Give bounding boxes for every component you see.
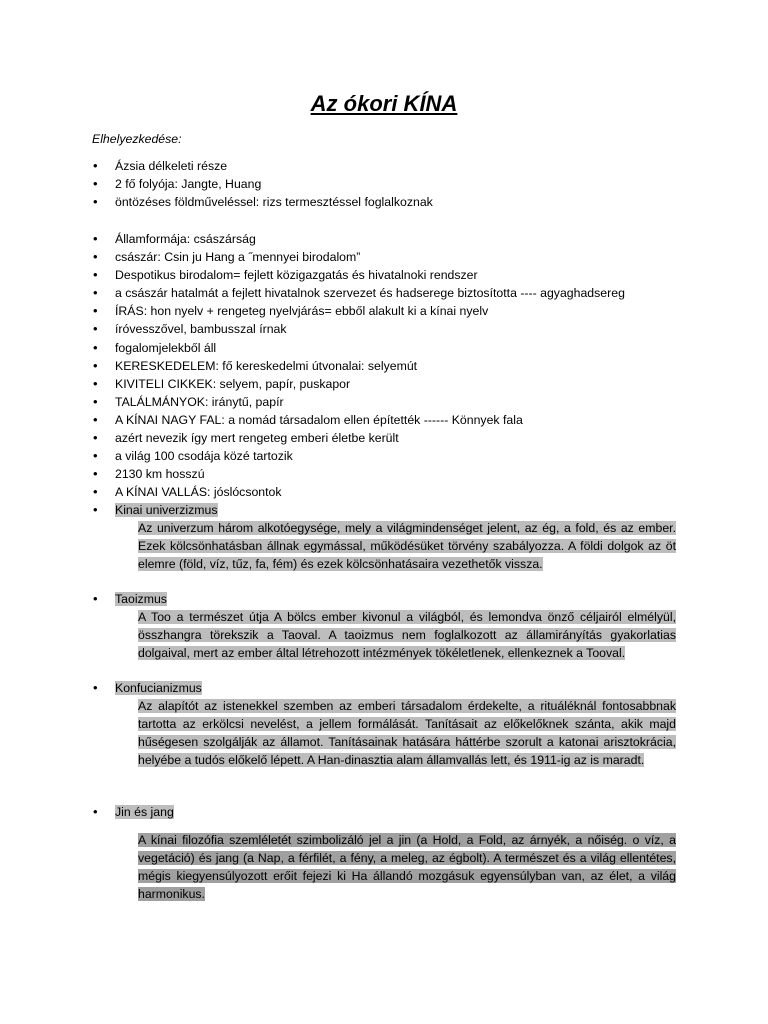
section-paragraph <box>138 608 676 662</box>
section-paragraph-text: A kínai filozófia szemléletét szimbolizáló jel a jin (a Hold, a Fold, az árnyék, a nőiség. o víz, a vegetáció) és jang (a Nap, a férfilét, a fény, a meleg, az égbolt). A természet és a világ ellentétes, mégis kiegyensúlyozott erőit fejezi ki Ha állandó mozgásuk egyensúlyban van, az élet, a világ harmonikus. <box>138 833 676 902</box>
location-list <box>92 157 433 211</box>
list-item: • Államformája: császárság <box>92 230 625 248</box>
list-item: • öntözéses földműveléssel: rizs termesztéssel foglalkoznak <box>92 193 433 211</box>
section-taoizmus <box>92 590 678 662</box>
section-heading <box>92 803 678 821</box>
section-heading-text: Kinai univerzizmus <box>115 503 218 517</box>
section-univerzizmus <box>92 501 678 573</box>
section-heading <box>92 679 678 697</box>
list-item: • Ázsia délkeleti része <box>92 157 433 175</box>
section-jin-es-jang <box>92 803 678 903</box>
list-item: • azért nevezik így mert rengeteg emberi életbe került <box>92 429 625 447</box>
section-heading <box>92 501 678 519</box>
section-paragraph-text: Az univerzum három alkotóegysége, mely a világmindenséget jelent, az ég, a fold, és az ember. Ezek kölcsönhatásban állnak egymással, működésüket törvény szabályozza. A földi dolgok az öt elemre (föld, víz, tűz, fa, fém) és ezek kölcsönhatásaira vezethetők vissza. <box>138 521 676 572</box>
section-heading <box>92 590 678 608</box>
page-title: Az ókori KÍNA <box>310 91 458 116</box>
section-heading-text: Jin és jang <box>115 805 174 819</box>
section-konfucianizmus <box>92 679 678 769</box>
list-item: • KIVITELI CIKKEK: selyem, papír, puskapor <box>92 375 625 393</box>
list-item: • császár: Csin ju Hang a ˝mennyei birodalom” <box>92 248 625 266</box>
list-item: • ÍRÁS: hon nyelv + rengeteg nyelvjárás= ebből alakult ki a kínai nyelv <box>92 302 625 320</box>
section-heading-text: Konfucianizmus <box>115 681 202 695</box>
list-item: • KERESKEDELEM: fő kereskedelmi útvonalai: selyemút <box>92 357 625 375</box>
list-item: • fogalomjelekből áll <box>92 339 625 357</box>
facts-list <box>92 230 625 501</box>
section-paragraph <box>138 697 676 769</box>
section-heading-text: Taoizmus <box>115 592 167 606</box>
list-item: • TALÁLMÁNYOK: iránytű, papír <box>92 393 625 411</box>
list-item: • 2130 km hosszú <box>92 465 625 483</box>
list-item: • a világ 100 csodája közé tartozik <box>92 447 625 465</box>
section-paragraph <box>138 831 676 903</box>
section-paragraph <box>138 519 676 573</box>
list-item: • Despotikus birodalom= fejlett közigazgatás és hivatalnoki rendszer <box>92 266 625 284</box>
section-paragraph-text: Az alapítót az istenekkel szemben az emberi társadalom érdekelte, a rituáléknál fontosabbnak tartotta az erkölcsi nevelést, a jellem formálását. Tanításait az előkelőknek szánta, akik majd hűségesen szolgálják az államot. Tanításainak hatására háttérbe szorult a katonai arisztokrácia, helyébe a tudós előkelő lépett. A Han-dinasztia alam államvallás lett, és 1911-ig az is maradt. <box>138 699 676 768</box>
list-item: • 2 fő folyója: Jangte, Huang <box>92 175 433 193</box>
list-item: • íróvesszővel, bambusszal írnak <box>92 320 625 338</box>
location-subtitle: Elhelyezkedése: <box>92 132 182 146</box>
list-item: • a császár hatalmát a fejlett hivatalnok szervezet és hadserege biztosította ---- agyaghadsereg <box>92 284 625 302</box>
list-item: • A KÍNAI VALLÁS: jóslócsontok <box>92 483 625 501</box>
section-paragraph-text: A Too a természet útja A bölcs ember kivonul a világból, és lemondva önző céljairól elmélyül, összhangra törekszik a Taoval. A taoizmus nem foglalkozott az államirányítás gyakorlatias dolgaival, mert az ember által létrehozott intézmények tökéletlenek, ellenkeznek a Tooval. <box>138 610 676 661</box>
list-item: • A KÍNAI NAGY FAL: a nomád társadalom ellen építették ------ Könnyek fala <box>92 411 625 429</box>
